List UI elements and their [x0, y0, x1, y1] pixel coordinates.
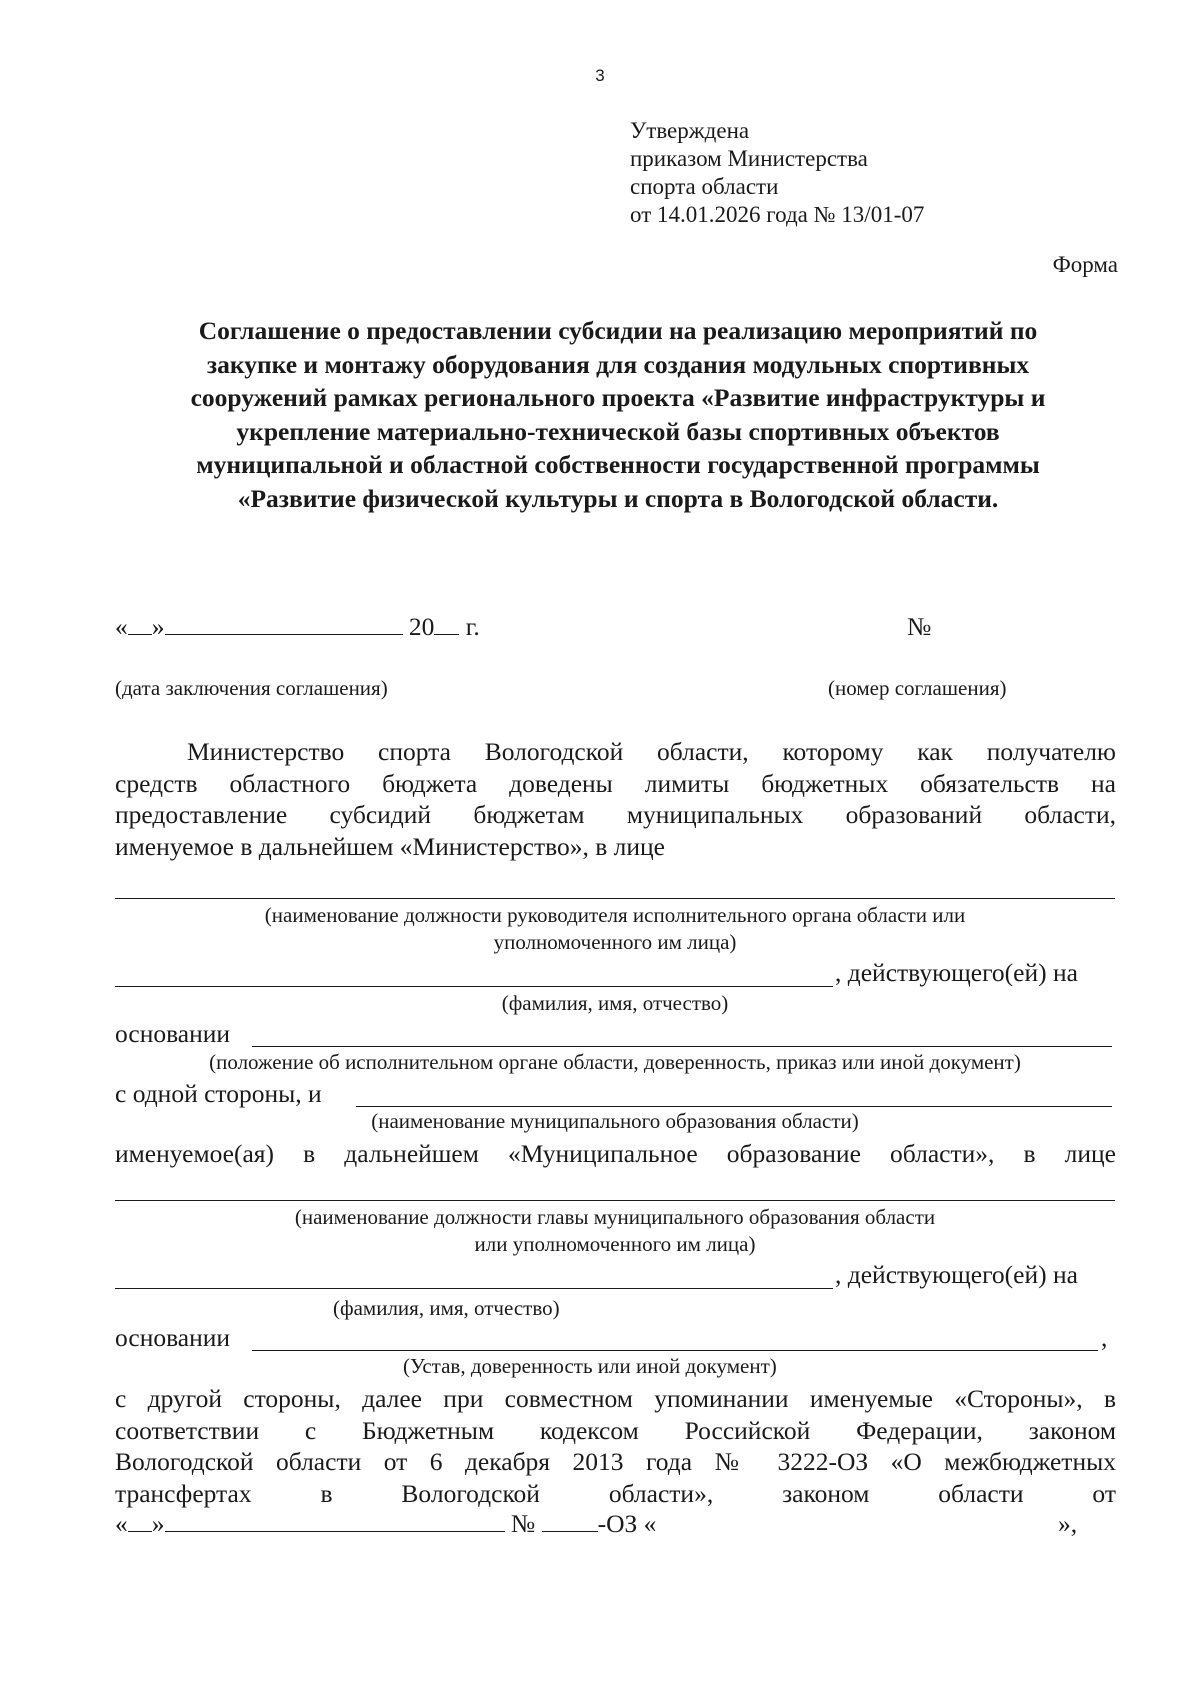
date-row: [115, 612, 480, 642]
law-row: [115, 1509, 656, 1539]
title-line: «Развитие физической культуры и спорта в Вологодской области.: [237, 483, 999, 513]
law-title-open-quote: «: [643, 1509, 657, 1538]
municipality-line[interactable]: [356, 1106, 1112, 1107]
law-month-year-blank[interactable]: [165, 1509, 505, 1532]
number-caption: (номер соглашения): [828, 676, 1007, 700]
law-number-blank[interactable]: [542, 1509, 598, 1532]
title-line: сооружений рамках регионального проекта «Развитие инфраструктуры и: [190, 383, 1046, 412]
acting-text: , действующего(ей) на: [835, 958, 1078, 987]
law-open-quote: «: [115, 1509, 128, 1538]
paragraph-line: предоставление субсидий бюджетам муниципальных образований области,: [115, 800, 1116, 829]
paragraph-line: соответствии с Бюджетным кодексом Российской Федерации, законом: [115, 1415, 1116, 1445]
caption: (фамилия, имя, отчество): [333, 1296, 560, 1320]
approval-line: спорта области: [630, 174, 779, 199]
head-position-line[interactable]: [115, 1200, 1115, 1201]
head-basis-line[interactable]: [252, 1350, 1098, 1351]
ministry-basis-line[interactable]: [252, 1046, 1112, 1047]
paragraph-ministry: [115, 736, 1116, 862]
approval-line: приказом Министерства: [630, 146, 868, 171]
agreement-number-sign: №: [907, 612, 932, 641]
year-blank[interactable]: [434, 612, 459, 635]
paragraph-line: Министерство спорта Вологодской области, которому как получателю: [187, 737, 1116, 766]
paragraph-line: Вологодской области от 6 декабря 2013 года № 3222-ОЗ «О межбюджетных: [115, 1447, 1116, 1476]
law-title-close: »,: [1058, 1509, 1078, 1538]
date-open-quote: «: [115, 612, 128, 641]
acting-text: , действующего(ей) на: [835, 1260, 1078, 1289]
caption: (положение об исполнительном органе области, доверенность, приказ или иной документ): [209, 1050, 1021, 1074]
named-municipality-text: именуемое(ая) в дальнейшем «Муниципальное образование области», в лице: [115, 1139, 1116, 1168]
title-line: укрепление материально-технической базы спортивных объектов: [236, 416, 1000, 446]
paragraph-other-side: [115, 1383, 1116, 1509]
paragraph-line: с другой стороны, далее при совместном упоминании именуемые «Стороны», в: [115, 1384, 1116, 1413]
ministry-position-line[interactable]: [115, 898, 1115, 899]
form-label: Форма: [1052, 252, 1118, 277]
document-title: [118, 314, 1118, 515]
approval-line: Утверждена: [630, 118, 750, 143]
year-prefix: 20: [408, 612, 435, 641]
month-blank[interactable]: [165, 612, 403, 635]
one-side-text: с одной стороны, и: [115, 1079, 322, 1108]
law-number-sign: №: [510, 1509, 536, 1538]
date-caption: (дата заключения соглашения): [115, 676, 388, 700]
caption: (Устав, доверенность или иной документ): [403, 1354, 777, 1378]
paragraph-line: именуемое в дальнейшем «Министерство», в лице: [115, 831, 665, 861]
caption: (фамилия, имя, отчество): [501, 991, 729, 1015]
ministry-fio-line[interactable]: [115, 986, 833, 987]
caption: (наименование должности главы муниципального образования области: [294, 1205, 936, 1229]
approval-line: от 14.01.2026 года № 13/01-07: [630, 202, 925, 227]
comma: ,: [1101, 1323, 1108, 1352]
law-day-blank[interactable]: [128, 1509, 152, 1532]
date-close-quote: »: [151, 612, 165, 641]
caption: (наименование должности руководителя исполнительного органа области или: [264, 903, 966, 927]
paragraph-line: трансфертах в Вологодской области», законом области от: [115, 1478, 1116, 1508]
day-blank[interactable]: [128, 612, 152, 635]
year-suffix: г.: [459, 612, 480, 641]
title-line: муниципальной и областной собственности государственной программы: [196, 450, 1040, 479]
paragraph-line: средств областного бюджета доведены лимиты бюджетных обязательств на: [115, 768, 1116, 798]
title-line: Соглашение о предоставлении субсидии на реализацию мероприятий по: [198, 316, 1038, 345]
head-fio-line[interactable]: [115, 1288, 833, 1289]
caption: (наименование муниципального образования области): [371, 1109, 859, 1133]
basis-label: основании: [115, 1019, 231, 1048]
page-number: 3: [595, 66, 605, 85]
law-close-quote: »: [151, 1509, 165, 1538]
caption: уполномоченного им лица): [493, 930, 737, 954]
basis-label: основании: [115, 1323, 231, 1352]
title-line: закупке и монтажу оборудования для создания модульных спортивных: [206, 349, 1030, 379]
approval-block: [630, 117, 924, 229]
law-oz: -ОЗ: [597, 1509, 638, 1538]
caption: или уполномоченного им лица): [474, 1232, 756, 1256]
